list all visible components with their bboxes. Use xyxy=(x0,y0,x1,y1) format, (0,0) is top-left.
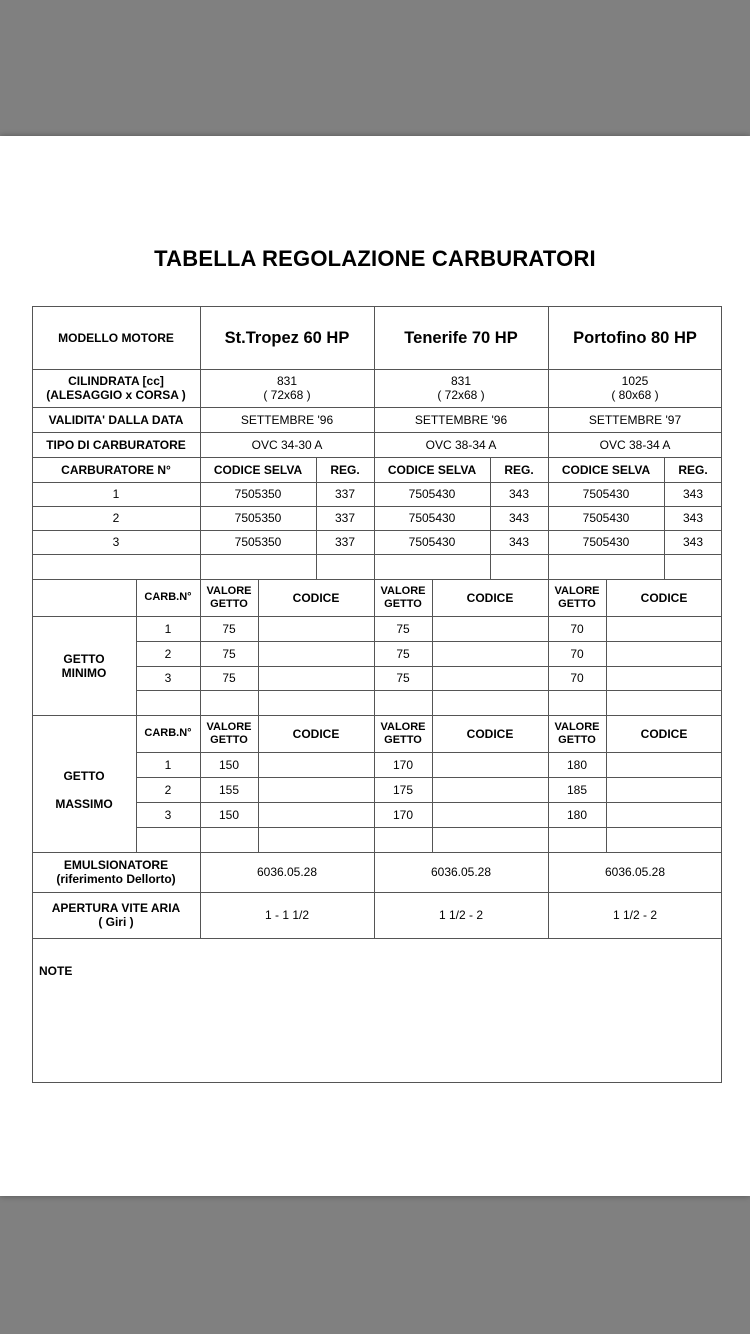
reg-value: 343 xyxy=(508,511,530,525)
valore-getto-value: 150 xyxy=(218,807,240,822)
value-emulsionatore-1: 6036.05.28 xyxy=(256,865,318,879)
header-valore-getto: VALORE GETTO xyxy=(554,584,600,610)
codice-selva-value: 7505430 xyxy=(408,535,456,549)
model-name-3: Portofino 80 HP xyxy=(573,328,697,347)
valore-getto-value: 180 xyxy=(566,807,588,822)
header-reg: REG. xyxy=(504,462,534,477)
value-apertura-1: 1 - 1 1/2 xyxy=(264,908,310,922)
codice-selva-value: 7505430 xyxy=(582,487,630,501)
value-cilindrata-1: 831 ( 72x68 ) xyxy=(263,374,311,402)
valore-getto-value: 70 xyxy=(570,621,584,636)
header-codice-selva: CODICE SELVA xyxy=(387,462,477,477)
label-validita: VALIDITA' DALLA DATA xyxy=(48,412,184,427)
header-codice-selva: CODICE SELVA xyxy=(213,462,303,477)
header-valore-getto: VALORE GETTO xyxy=(206,584,252,610)
reg-value: 337 xyxy=(334,511,356,525)
value-tipo-3: OVC 38-34 A xyxy=(599,437,671,452)
reg-value: 343 xyxy=(508,535,530,549)
label-tipo-carburatore: TIPO DI CARBURATORE xyxy=(46,437,186,452)
codice-selva-value: 7505430 xyxy=(582,535,630,549)
getto-carb-number: 1 xyxy=(164,757,172,772)
valore-getto-value: 70 xyxy=(570,671,584,685)
reg-value: 343 xyxy=(508,487,530,501)
valore-getto-value: 185 xyxy=(566,782,588,797)
value-cilindrata-3: 1025 ( 80x68 ) xyxy=(611,374,659,402)
value-validita-2: SETTEMBRE '96 xyxy=(414,412,508,427)
valore-getto-value: 70 xyxy=(570,646,584,661)
getto-carb-number: 3 xyxy=(164,807,172,822)
valore-getto-value: 150 xyxy=(218,757,240,772)
document-title: TABELLA REGOLAZIONE CARBURATORI xyxy=(154,246,596,271)
reg-value: 337 xyxy=(334,487,356,501)
header-codice: CODICE xyxy=(640,726,688,741)
valore-getto-value: 75 xyxy=(396,621,410,636)
valore-getto-value: 170 xyxy=(392,757,414,772)
label-emulsionatore: EMULSIONATORE (riferimento Dellorto) xyxy=(56,858,176,886)
value-tipo-1: OVC 34-30 A xyxy=(251,437,323,452)
value-emulsionatore-3: 6036.05.28 xyxy=(604,865,666,879)
header-reg: REG. xyxy=(678,462,708,477)
reg-value: 343 xyxy=(682,535,704,549)
header-valore-getto: VALORE GETTO xyxy=(206,720,252,746)
model-name-1: St.Tropez 60 HP xyxy=(224,328,350,347)
header-codice: CODICE xyxy=(292,590,340,605)
header-codice: CODICE xyxy=(292,726,340,741)
carburatore-number: 3 xyxy=(112,535,120,549)
label-carburatore-n: CARBURATORE N° xyxy=(61,462,171,477)
value-cilindrata-2: 831 ( 72x68 ) xyxy=(437,374,485,402)
header-reg: REG. xyxy=(330,462,360,477)
codice-selva-value: 7505430 xyxy=(408,487,456,501)
header-carb-n: CARB.N° xyxy=(144,727,192,739)
label-getto-massimo: GETTO MASSIMO xyxy=(55,768,113,811)
carburatore-number: 2 xyxy=(112,511,120,525)
header-valore-getto: VALORE GETTO xyxy=(380,584,426,610)
reg-value: 337 xyxy=(334,535,356,549)
header-codice-selva: CODICE SELVA xyxy=(561,462,651,477)
header-codice: CODICE xyxy=(466,726,514,741)
value-apertura-2: 1 1/2 - 2 xyxy=(438,908,484,922)
valore-getto-value: 155 xyxy=(218,782,240,797)
valore-getto-value: 75 xyxy=(396,646,410,661)
value-validita-1: SETTEMBRE '96 xyxy=(240,412,334,427)
getto-carb-number: 1 xyxy=(164,621,172,636)
note-box: NOTE xyxy=(39,964,73,978)
header-codice: CODICE xyxy=(640,590,688,605)
value-emulsionatore-2: 6036.05.28 xyxy=(430,865,492,879)
header-valore-getto: VALORE GETTO xyxy=(554,720,600,746)
valore-getto-value: 170 xyxy=(392,807,414,822)
value-validita-3: SETTEMBRE '97 xyxy=(588,412,682,427)
header-valore-getto: VALORE GETTO xyxy=(380,720,426,746)
valore-getto-value: 180 xyxy=(566,757,588,772)
codice-selva-value: 7505350 xyxy=(234,535,282,549)
valore-getto-value: 175 xyxy=(392,782,414,797)
header-codice: CODICE xyxy=(466,590,514,605)
reg-value: 343 xyxy=(682,487,704,501)
getto-carb-number: 2 xyxy=(164,646,172,661)
getto-carb-number: 3 xyxy=(164,671,172,685)
value-apertura-3: 1 1/2 - 2 xyxy=(612,908,658,922)
codice-selva-value: 7505350 xyxy=(234,487,282,501)
label-apertura-vite-aria: APERTURA VITE ARIA ( Giri ) xyxy=(51,901,181,929)
header-modello: MODELLO MOTORE xyxy=(58,330,174,345)
valore-getto-value: 75 xyxy=(222,671,236,685)
reg-value: 343 xyxy=(682,511,704,525)
label-cilindrata: CILINDRATA [cc] (ALESAGGIO x CORSA ) xyxy=(46,374,186,402)
getto-carb-number: 2 xyxy=(164,782,172,797)
valore-getto-value: 75 xyxy=(222,621,236,636)
carburatore-number: 1 xyxy=(112,487,120,501)
value-tipo-2: OVC 38-34 A xyxy=(425,437,497,452)
document-page xyxy=(0,136,750,1196)
codice-selva-value: 7505430 xyxy=(582,511,630,525)
header-carb-n: CARB.N° xyxy=(144,591,192,603)
label-getto-minimo: GETTO MINIMO xyxy=(61,651,107,680)
valore-getto-value: 75 xyxy=(222,646,236,661)
codice-selva-value: 7505430 xyxy=(408,511,456,525)
valore-getto-value: 75 xyxy=(396,671,410,685)
model-name-2: Tenerife 70 HP xyxy=(404,328,518,347)
codice-selva-value: 7505350 xyxy=(234,511,282,525)
